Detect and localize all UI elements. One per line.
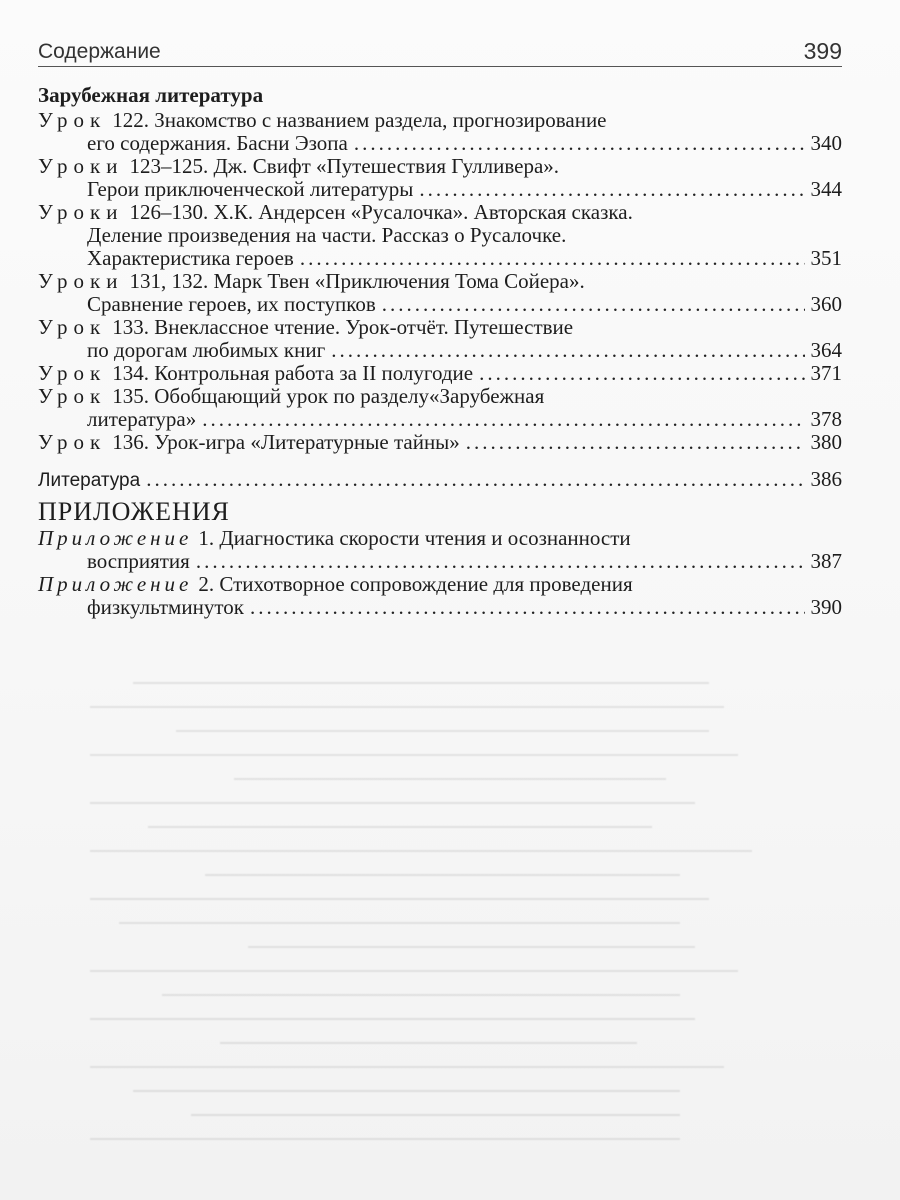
toc-entry-first-line xyxy=(38,385,842,408)
toc-entry-text: физкультминуток xyxy=(87,595,244,619)
dot-leader xyxy=(202,408,804,431)
dot-leader xyxy=(419,178,804,201)
lesson-label: Урок xyxy=(38,108,107,132)
toc-entry-text: его содержания. Басни Эзопа xyxy=(87,131,348,155)
toc-entry xyxy=(38,155,842,201)
toc-entry-first-line xyxy=(38,109,842,132)
appendix-label: Приложение xyxy=(38,572,193,596)
toc-entry-appendix xyxy=(38,527,842,573)
toc-entry-text: 133. Внеклассное чтение. Урок-отчёт. Путешествие xyxy=(112,315,574,339)
running-title: Содержание xyxy=(38,40,161,63)
dot-leader xyxy=(300,247,805,270)
bleed-through-text xyxy=(90,660,810,1180)
toc-entry-literature xyxy=(38,468,842,492)
toc-page-number: 390 xyxy=(810,595,842,619)
toc-entry-appendix xyxy=(38,573,842,619)
toc-entry-last-line xyxy=(38,596,842,619)
dot-leader xyxy=(479,362,804,385)
toc-page-number: 340 xyxy=(810,131,842,155)
dot-leader xyxy=(146,468,804,491)
toc-entry xyxy=(38,431,842,454)
toc-entry-text: 135. Обобщающий урок по разделу«Зарубежная xyxy=(112,384,545,408)
toc-entry xyxy=(38,109,842,155)
toc-page-number: 378 xyxy=(810,407,842,431)
toc-entry-text: 134. Контрольная работа за II полугодие xyxy=(112,361,474,385)
toc-entry-last-line xyxy=(38,293,842,316)
dot-leader xyxy=(354,132,805,155)
toc-entry-last-line xyxy=(38,178,842,201)
section-heading: Зарубежная литература xyxy=(38,83,264,107)
toc-entry-text: 136. Урок-игра «Литературные тайны» xyxy=(112,430,460,454)
toc-entry xyxy=(38,362,842,385)
dot-leader xyxy=(466,431,805,454)
toc-page-number: 386 xyxy=(810,467,842,491)
toc-entry-first-line xyxy=(38,201,842,224)
table-of-contents xyxy=(38,84,842,619)
toc-entry-text: Характеристика героев xyxy=(87,246,294,270)
toc-entry-first-line xyxy=(38,270,842,293)
toc-entry-text: Сравнение героев, их поступков xyxy=(87,292,376,316)
toc-page-number: 351 xyxy=(810,246,842,270)
toc-entry-last-line xyxy=(38,362,842,385)
dot-leader xyxy=(382,293,805,316)
running-header xyxy=(38,36,842,67)
lesson-label: Уроки xyxy=(38,269,124,293)
lesson-label: Уроки xyxy=(38,200,124,224)
toc-entry-text: 2. Стихотворное сопровождение для проведения xyxy=(198,572,633,596)
toc-page-number: 344 xyxy=(810,177,842,201)
toc-entry xyxy=(38,316,842,362)
toc-page-number: 364 xyxy=(810,338,842,362)
toc-entry xyxy=(38,201,842,270)
toc-entry-text: 1. Диагностика скорости чтения и осознанности xyxy=(198,526,631,550)
toc-page-number: 387 xyxy=(810,549,842,573)
lesson-label: Урок xyxy=(38,384,107,408)
toc-entry-last-line xyxy=(38,339,842,362)
toc-entry-text: литература» xyxy=(87,407,197,431)
toc-entry-first-line xyxy=(38,316,842,339)
toc-entry-first-line xyxy=(38,573,842,596)
lesson-label: Урок xyxy=(38,361,107,385)
toc-entry-text: 123–125. Дж. Свифт «Путешествия Гулливера». xyxy=(129,154,560,178)
lesson-label: Уроки xyxy=(38,154,124,178)
appendix-label: Приложение xyxy=(38,526,193,550)
toc-entry-text: 126–130. Х.К. Андерсен «Русалочка». Авторская сказка. xyxy=(129,200,633,224)
toc-page-number: 380 xyxy=(810,430,842,454)
toc-entry-first-line xyxy=(38,527,842,550)
toc-entry-last-line xyxy=(38,132,842,155)
dot-leader xyxy=(331,339,804,362)
toc-entry-last-line xyxy=(38,247,842,270)
toc-entry-text: 131, 132. Марк Твен «Приключения Тома Сойера». xyxy=(129,269,585,293)
toc-entry xyxy=(38,385,842,431)
lesson-label: Урок xyxy=(38,315,107,339)
toc-entry-text: Герои приключенческой литературы xyxy=(87,177,414,201)
toc-entry xyxy=(38,270,842,316)
toc-entry-last-line xyxy=(38,550,842,573)
toc-entry-text: восприятия xyxy=(87,549,190,573)
dot-leader xyxy=(250,596,805,619)
toc-page-number: 371 xyxy=(810,361,842,385)
toc-entry-last-line xyxy=(38,408,842,431)
toc-entry-last-line xyxy=(38,468,842,492)
lesson-label: Урок xyxy=(38,430,107,454)
toc-entry-last-line xyxy=(38,431,842,454)
toc-entry-text: Литература xyxy=(38,470,141,491)
toc-entry-middle-line: Деление произведения на части. Рассказ о Русалочке. xyxy=(87,223,567,247)
dot-leader xyxy=(196,550,805,573)
toc-entry-text: 122. Знакомство с названием раздела, прогнозирование xyxy=(112,108,607,132)
toc-entry-text: по дорогам любимых книг xyxy=(87,338,326,362)
toc-page-number: 360 xyxy=(810,292,842,316)
page-number: 399 xyxy=(803,38,842,64)
toc-entry-first-line xyxy=(38,155,842,178)
appendices-heading: ПРИЛОЖЕНИЯ xyxy=(38,497,230,526)
